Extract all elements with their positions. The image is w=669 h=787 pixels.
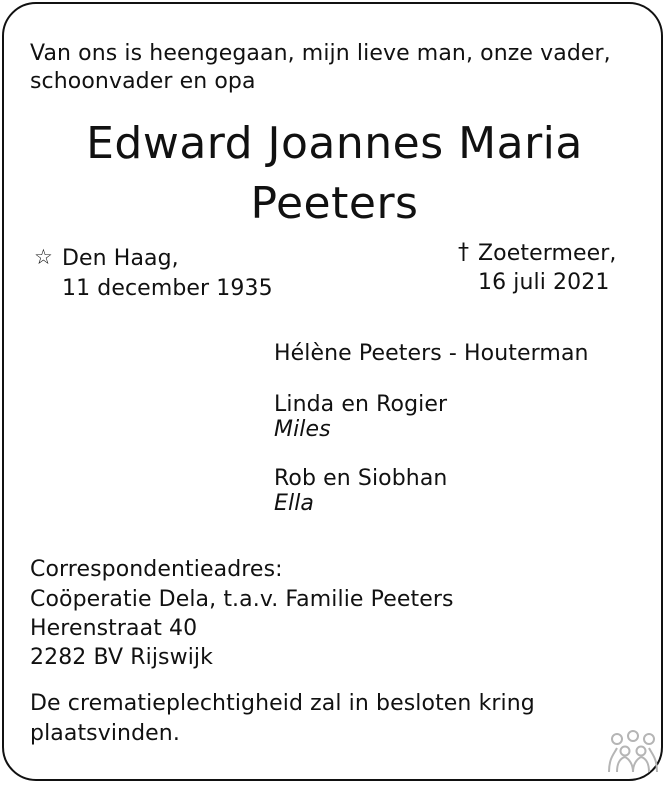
closing-line-2: plaatsvinden. bbox=[30, 721, 180, 746]
deceased-name-line-2: Peeters bbox=[250, 178, 419, 229]
correspondence-line-2: Herenstraat 40 bbox=[30, 616, 198, 641]
correspondence-label: Correspondentieadres: bbox=[30, 557, 283, 582]
closing-line-1: De crematieplechtigheid zal in besloten kring bbox=[30, 691, 535, 716]
correspondence-line-1: Coöperatie Dela, t.a.v. Familie Peeters bbox=[30, 587, 454, 612]
death-cross-icon: † bbox=[458, 240, 469, 265]
intro-text bbox=[30, 40, 611, 96]
correspondence-line-3: 2282 BV Rijswijk bbox=[30, 645, 213, 670]
family-child-1: Linda en Rogier bbox=[274, 392, 448, 417]
family-child-2: Rob en Siobhan bbox=[274, 466, 448, 491]
birth-date: 11 december 1935 bbox=[62, 276, 273, 301]
deceased-name-line-1: Edward Joannes Maria bbox=[86, 118, 583, 169]
family-grandchild-1: Miles bbox=[274, 417, 331, 442]
birth-place: Den Haag, bbox=[62, 246, 179, 271]
people-group-icon bbox=[605, 728, 661, 774]
death-date: 16 juli 2021 bbox=[478, 270, 610, 295]
family-spouse: Hélène Peeters - Houterman bbox=[274, 341, 589, 366]
death-place: Zoetermeer, bbox=[478, 241, 617, 266]
birth-star-icon: ☆ bbox=[34, 245, 53, 269]
family-grandchild-2: Ella bbox=[274, 491, 315, 516]
intro-line-2: schoonvader en opa bbox=[30, 69, 256, 94]
intro-line-1: Van ons is heengegaan, mijn lieve man, onze vader, bbox=[30, 41, 611, 66]
